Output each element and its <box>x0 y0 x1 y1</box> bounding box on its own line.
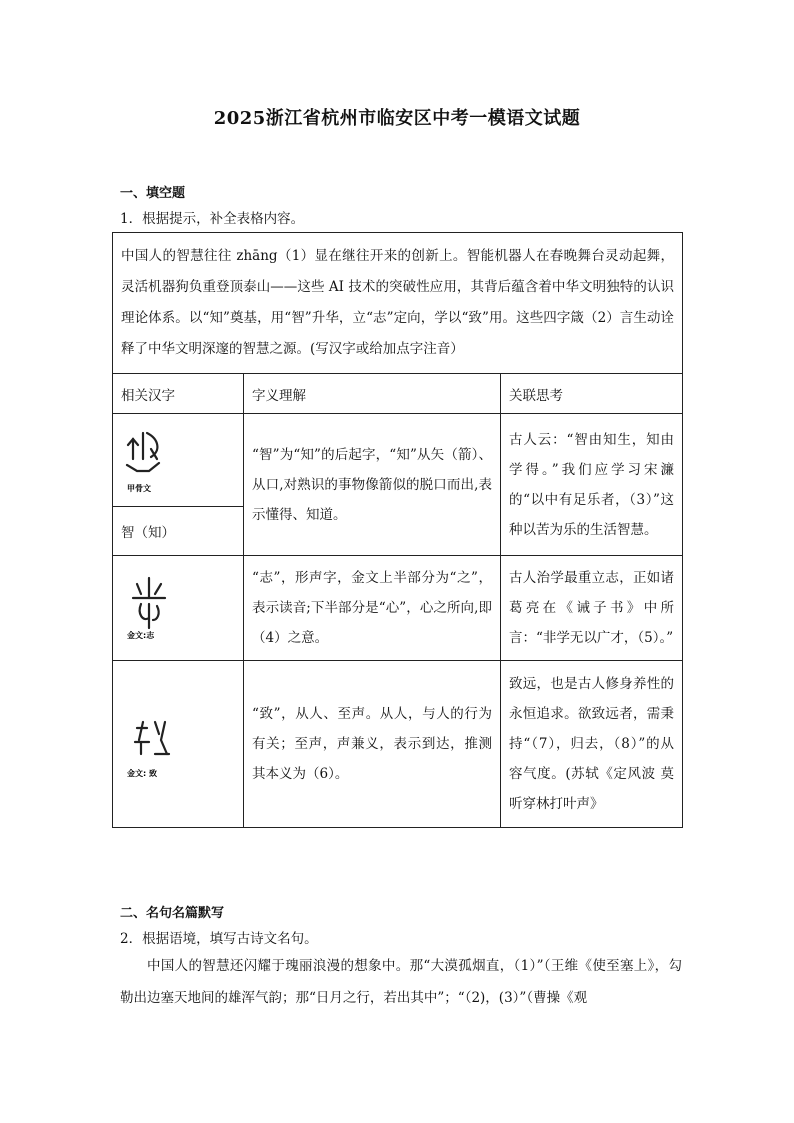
meaning-cell-zhi: “智”为“知”的后起字，“知”从矢（箭）、从口,对熟识的事物像箭似的脱口而出,表示懂得、知道。 <box>244 414 501 556</box>
svg-text:金文:志: 金文:志 <box>127 631 155 640</box>
section-heading-recitation: 二、名句名篇默写 <box>120 906 225 921</box>
thinking-cell-zhi-will: 古人治学最重立志，正如诸葛亮在《诫子书》中所言：“非学无以广才，（5）。” <box>501 556 683 661</box>
table-row <box>113 414 683 507</box>
oracle-zhi-glyph-icon <box>119 415 179 503</box>
section-heading-fill-blank: 一、填空题 <box>120 186 186 201</box>
question-2-prompt: 2．根据语境，填写古诗文名句。 <box>120 931 318 947</box>
bronze-zhi-reach-glyph-icon <box>119 692 189 792</box>
glyph-cell-zhi-oracle <box>113 414 244 507</box>
meaning-cell-zhi-will: “志”，形声字，金文上半部分为“之”，表示读音;下半部分是“心”，心之所向,即（4）之意。 <box>244 556 501 661</box>
oracle-glyph-zhi-image <box>119 415 237 505</box>
bronze-zhi-glyph-icon <box>119 558 189 654</box>
glyph-cell-zhi-reach <box>113 661 244 828</box>
table-header-row <box>113 374 683 414</box>
table-intro-passage: 中国人的智慧往往 zhāng（1）显在继往开来的创新上。智能机器人在春晚舞台灵动起舞，灵活机器狗负重登顶泰山——这些 AI 技术的突破性应用，其背后蕴含着中华文明独特的认识理论体系。以“知”奠基，用“智”升华，立“志”定向，学以“致”用。这些四字箴（2）言生动诠释了中华文明深邃的智慧之源。(写汉字或给加点字注音） <box>113 233 683 374</box>
page-title: 2025浙江省杭州市临安区中考一模语文试题 <box>213 108 581 129</box>
table-row <box>113 556 683 661</box>
question-2-passage: 中国人的智慧还闪耀于瑰丽浪漫的想象中。那“大漠孤烟直，（1）”（王维《使至塞上》，勾勒出边塞天地间的雄浑气韵；那“日月之行，若出其中”；“（2)，(3）”（曹操《观 <box>120 958 682 1006</box>
question-1-prompt: 1．根据提示，补全表格内容。 <box>120 211 305 227</box>
thinking-cell-zhi-reach: 致远，也是古人修身养性的永恒追求。欲致远者，需秉持“（7），归去，（8）”的从容气度。(苏轼《定风波 莫听穿林打叶声》 <box>501 661 683 828</box>
char-label-zhi: 智（知） <box>113 507 244 556</box>
svg-text:金文: 致: 金文: 致 <box>127 769 157 778</box>
header-meaning: 字义理解 <box>244 374 501 414</box>
question-1-table <box>112 232 683 828</box>
header-thinking: 关联思考 <box>501 374 683 414</box>
meaning-cell-zhi-reach: “致”，从人、至声。从人，与人的行为有关；至声，声兼义，表示到达，推测其本义为（6）。 <box>244 661 501 828</box>
glyph-cell-zhi-bronze <box>113 556 244 661</box>
thinking-cell-zhi: 古人云：“智由知生，知由学得。”我们应学习宋濂的“以中有足乐者，（3）”这种以苦为乐的生活智慧。 <box>501 414 683 556</box>
svg-text:甲骨文: 甲骨文 <box>127 484 151 493</box>
table-row <box>113 661 683 828</box>
header-related-char: 相关汉字 <box>113 374 244 414</box>
